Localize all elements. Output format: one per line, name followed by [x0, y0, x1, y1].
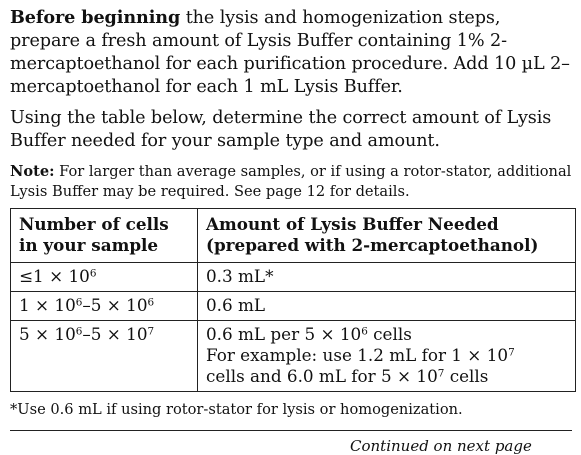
- exponent: 6: [75, 325, 83, 338]
- cell-count-text: 1 × 10: [19, 295, 76, 315]
- buffer-amount: 0.6 mL: [198, 292, 576, 321]
- note-label: Note:: [10, 163, 55, 180]
- cell-count: [11, 263, 198, 292]
- exponent: 7: [508, 346, 515, 359]
- cell-count-text: –5 × 10: [82, 324, 148, 344]
- table-header-row: [11, 209, 576, 263]
- exponent: 6: [75, 296, 83, 309]
- header-number-of-cells: Number of cells in your sample: [11, 209, 198, 263]
- exponent: 6: [361, 325, 368, 338]
- table-row: [11, 321, 576, 392]
- table-row: [11, 292, 576, 321]
- divider-rule: [10, 430, 572, 431]
- lysis-buffer-table: [10, 208, 576, 392]
- amount-text: For example: use 1.2 mL for 1 × 10: [206, 345, 509, 365]
- amount-line: [206, 366, 567, 387]
- exponent: 6: [147, 296, 155, 309]
- cell-count-text: 5 × 10: [19, 324, 76, 344]
- amount-text: cells: [367, 324, 412, 344]
- cell-count: [11, 321, 198, 392]
- continued-on-next-page: Continued on next page: [350, 437, 532, 455]
- document-page: [10, 6, 572, 420]
- header-lysis-buffer-amount: Amount of Lysis Buffer Needed (prepared with 2-mercaptoethanol): [198, 209, 576, 263]
- table-row: [11, 263, 576, 292]
- amount-text: cells: [444, 366, 489, 386]
- amount-text: 0.6 mL per 5 × 10: [206, 324, 362, 344]
- amount-text: cells and 6.0 mL for 5 × 10: [206, 366, 438, 386]
- footnote: *Use 0.6 mL if using rotor-stator for lysis or homogenization.: [10, 401, 463, 418]
- exponent: 7: [147, 325, 155, 338]
- cell-count-text: –5 × 10: [82, 295, 148, 315]
- note-paragraph: [10, 162, 572, 202]
- buffer-amount: 0.3 mL*: [198, 263, 576, 292]
- intro-text: the lysis and homogenization steps, prepare a fresh amount of Lysis Buffer containing 1% 2-mercaptoethanol for each purification procedure. Add 10 µL 2–mercaptoethanol for each 1 mL Lysis Buffer.: [10, 8, 570, 97]
- cell-count-text: ≤1 × 10: [19, 266, 90, 286]
- intro-paragraph: [10, 6, 572, 99]
- amount-line: [206, 324, 567, 345]
- buffer-amount: [198, 321, 576, 392]
- amount-line: [206, 345, 567, 366]
- exponent: 7: [437, 367, 445, 380]
- cell-count: [11, 292, 198, 321]
- table-intro-paragraph: Using the table below, determine the correct amount of Lysis Buffer needed for your sample type and amount.: [10, 108, 552, 151]
- exponent: 6: [89, 267, 97, 280]
- intro-bold-lead: Before beginning: [10, 7, 181, 28]
- note-text: For larger than average samples, or if using a rotor-stator, additional Lysis Buffer may be required. See page 12 for details.: [10, 163, 572, 200]
